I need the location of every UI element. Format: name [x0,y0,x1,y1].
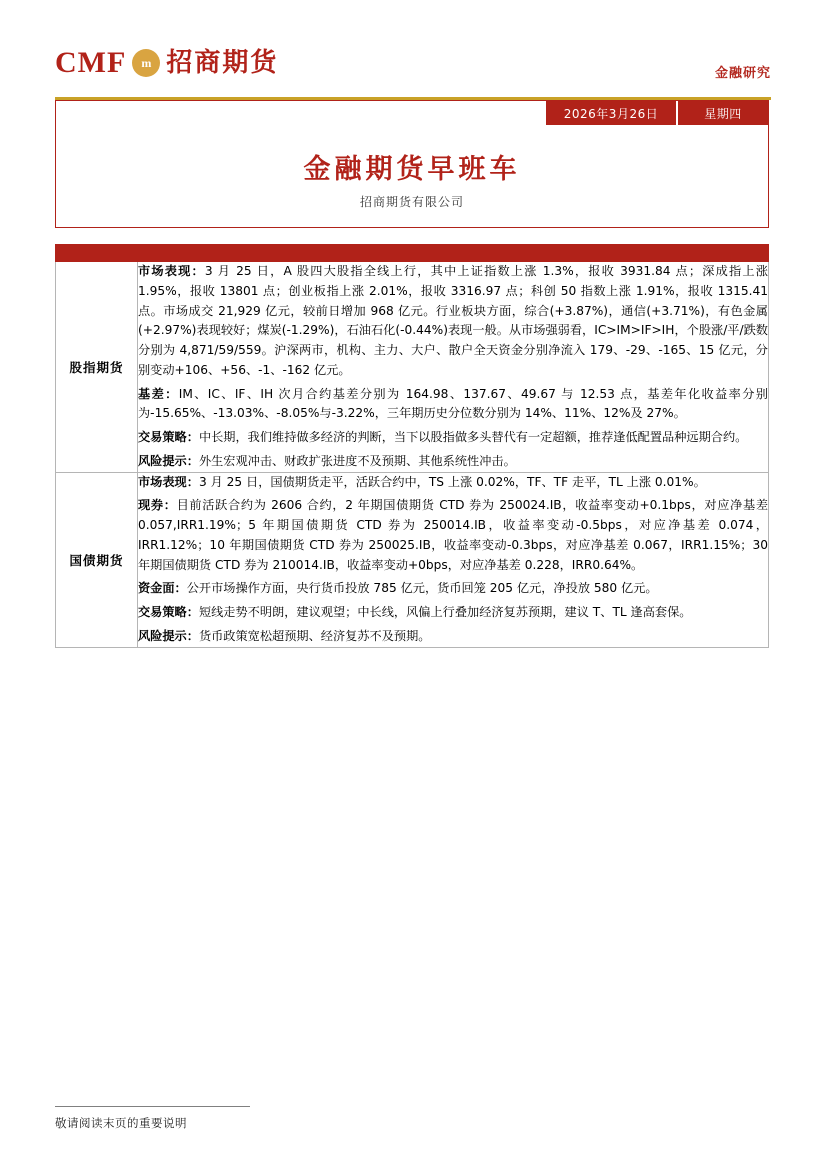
title-panel [55,100,769,228]
paragraph [138,627,768,647]
paragraph [138,385,768,425]
paragraph-text: 3 月 25 日，国债期货走平，活跃合约中，TS 上涨 0.02%，TF、TF 走平，TL 上涨 0.01%。 [198,474,706,489]
red-band-right [138,245,769,262]
footer-divider [55,1106,250,1107]
paragraph-text: 外生宏观冲击、财政扩张进度不及预期、其他系统性冲击。 [198,453,516,468]
paragraph-label: 市场表现： [138,474,199,489]
date-strip [546,101,768,125]
paragraph [138,603,768,623]
paragraph-label: 基差： [138,386,179,401]
paragraph-label: 交易策略： [138,605,199,620]
header-section-label: 金融研究 [714,66,771,81]
table-row [56,262,769,473]
publish-weekday: 星期四 [676,101,768,125]
brand-logo [55,48,278,78]
paragraph-text: 目前活跃合约为 2606 合约，2 年期国债期货 CTD 券为 250024.IB，收益率变动+0.1bps，对应净基差 0.057,IRR1.19%；5 年期国债期货 CTD 券为 250014.IB，收益率变动-0.5bps，对应净基差 0.074，IRR1.12%；10 年期国债期货 CTD 券为 250025.IB，收益率变动-0.3bps，对应净基差 0.067，IRR1.15%；30 年期国债期货 CTD 券为 210014.IB，收益率变动+0bps，对应净基差 0.228，IRR0.64%。 [138,498,769,572]
paragraph [138,428,768,448]
paragraph-text: 公开市场操作方面，央行货币投放 785 亿元，货币回笼 205 亿元，净投放 580 亿元。 [186,581,658,596]
paragraph-label: 市场表现： [138,264,205,278]
table-row [56,472,769,647]
logo-badge-icon: m [132,49,160,77]
paragraph-label: 风险提示： [138,629,199,644]
paragraph-text: 货币政策宽松超预期、经济复苏不及预期。 [198,629,431,644]
section-body-bond-futures [138,472,769,647]
page-subtitle: 招商期货有限公司 [359,195,464,209]
section-body-equity-index [138,262,769,473]
paragraph [138,496,768,575]
paragraph-label: 现券： [138,498,177,513]
red-band-left [56,245,138,262]
paragraph [138,473,768,493]
section-category-equity-index: 股指期货 [56,262,138,473]
paragraph-text: 3 月 25 日，A 股四大股指全线上行，其中上证指数上涨 1.3%，报收 3931.84 点；深成指上涨 1.95%，报收 13801 点；创业板指上涨 2.01%，报收 3316.97 点；科创 50 指数上涨 1.91%，报收 1315.41 点。市场成交 21,929 亿元，较前日增加 968 亿元。行业板块方面，综合(+3.87%)，通信(+3.71%)，有色金属(+2.97%)表现较好；煤炭(-1.29%)，石油石化(-0.44%)表现一般。从市场强弱看，IC>IM>IF>IH，个股涨/平/跌数分别为 4,871/59/559。沪深两市，机构、主力、大户、散户全天资金分别净流入 179、-29、-165、15 亿元，分别变动+106、+56、-1、-162 亿元。 [138,264,768,377]
paragraph [138,262,768,381]
paragraph-label: 交易策略： [138,430,199,445]
logo-company-name: 招商期货 [166,48,279,78]
paragraph-label: 资金面： [138,581,187,596]
paragraph-text: 短线走势不明朗，建议观望；中长线，风偏上行叠加经济复苏预期，建议 T、TL 逢高套保。 [198,605,692,620]
footer-note: 敬请阅读末页的重要说明 [55,1116,187,1130]
paragraph-label: 风险提示： [138,453,199,468]
document-header [55,48,771,96]
paragraph-text: 中长期，我们维持做多经济的判断，当下以股指做多头替代有一定超额，推荐逢低配置品种远期合约。 [198,430,748,445]
content-table [55,244,769,648]
logo-cmf-text: CMF [55,46,127,79]
publish-date: 2026年3月26日 [546,101,676,125]
table-red-band [56,245,769,262]
section-category-bond-futures: 国债期货 [56,472,138,647]
paragraph [138,452,768,472]
paragraph [138,579,768,599]
page-title: 金融期货早班车 [303,154,521,185]
paragraph-text: IM、IC、IF、IH 次月合约基差分别为 164.98、137.67、49.67 与 12.53 点，基差年化收益率分别为-15.65%、-13.03%、-8.05%与-3.22%，三年期历史分位数分别为 14%、11%、12%及 27%。 [138,386,768,421]
